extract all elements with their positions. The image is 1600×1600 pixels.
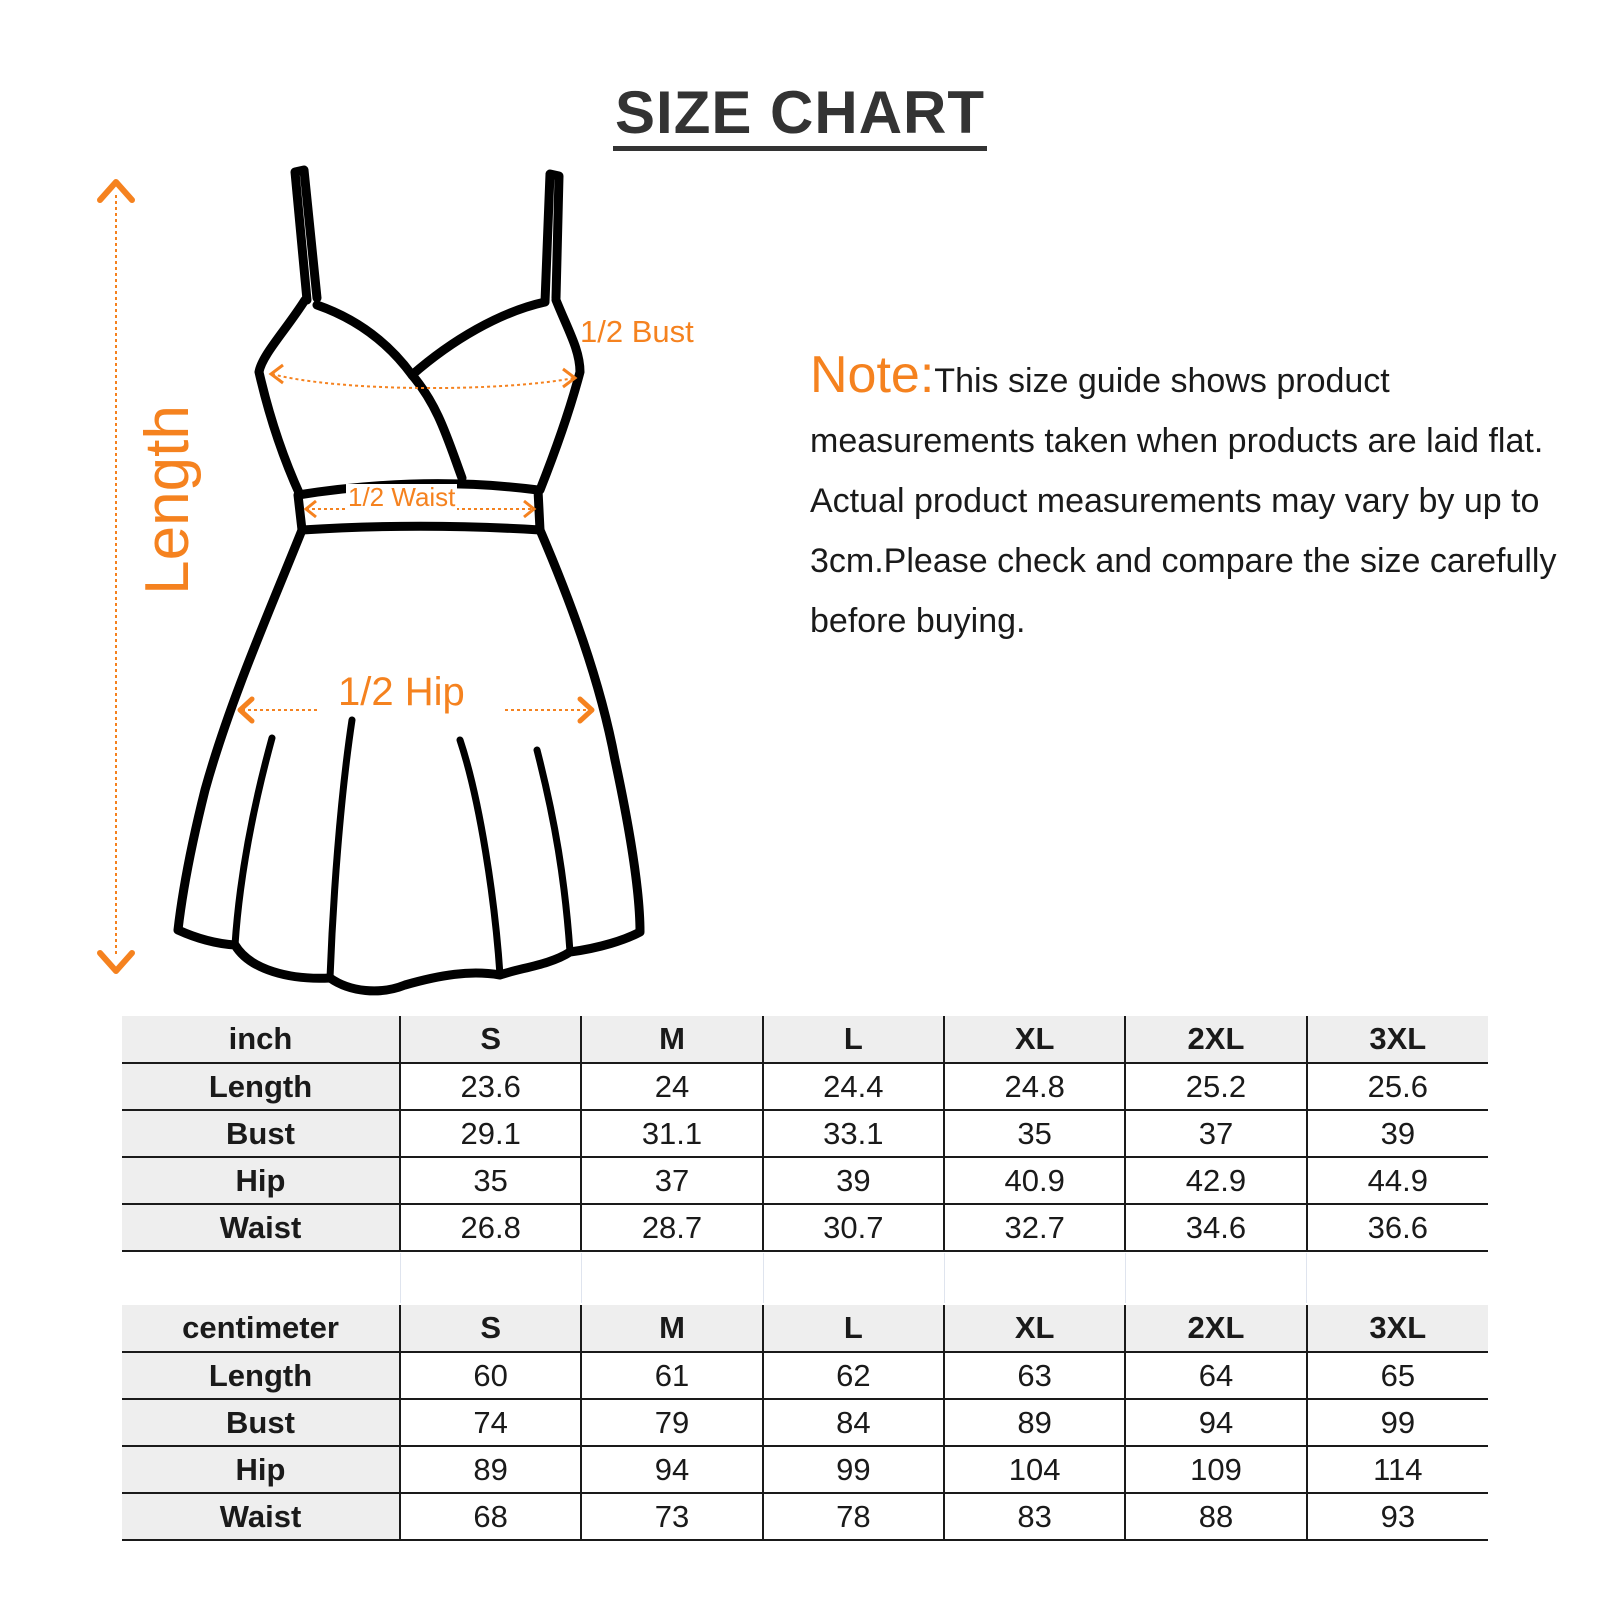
size-header: 2XL xyxy=(1125,1305,1306,1352)
waist-label: 1/2 Waist xyxy=(348,482,456,512)
table-cell: 37 xyxy=(581,1157,762,1204)
table-cell: 36.6 xyxy=(1307,1204,1488,1251)
table-cell: 37 xyxy=(1125,1110,1306,1157)
length-arrow xyxy=(100,182,132,971)
note-label: Note: xyxy=(810,346,935,404)
centimeter-size-table xyxy=(122,1305,1488,1541)
table-row xyxy=(122,1204,1488,1251)
table-cell: 34.6 xyxy=(1125,1204,1306,1251)
table-row xyxy=(122,1110,1488,1157)
table-cell: 24.4 xyxy=(763,1063,944,1110)
table-row xyxy=(122,1399,1488,1446)
length-label: Length xyxy=(133,405,202,595)
right-strap xyxy=(545,174,559,302)
table-cell: 99 xyxy=(1307,1399,1488,1446)
table-cell: 99 xyxy=(763,1446,944,1493)
row-label: Hip xyxy=(122,1157,400,1204)
table-cell: 26.8 xyxy=(400,1204,581,1251)
left-strap xyxy=(295,170,317,300)
table-cell: 109 xyxy=(1125,1446,1306,1493)
unit-header: inch xyxy=(122,1016,400,1063)
table-cell: 35 xyxy=(944,1110,1125,1157)
table-cell: 94 xyxy=(1125,1399,1306,1446)
row-label: Length xyxy=(122,1063,400,1110)
unit-header: centimeter xyxy=(122,1305,400,1352)
size-header: S xyxy=(400,1016,581,1063)
table-cell: 40.9 xyxy=(944,1157,1125,1204)
table-cell: 63 xyxy=(944,1352,1125,1399)
skirt-fold xyxy=(235,738,272,945)
table-cell: 78 xyxy=(763,1493,944,1540)
bodice-right-side xyxy=(540,300,580,490)
size-header: XL xyxy=(944,1305,1125,1352)
size-note xyxy=(810,345,1570,651)
table-cell: 44.9 xyxy=(1307,1157,1488,1204)
row-label: Waist xyxy=(122,1204,400,1251)
table-cell: 65 xyxy=(1307,1352,1488,1399)
table-cell: 42.9 xyxy=(1125,1157,1306,1204)
row-label: Length xyxy=(122,1352,400,1399)
table-cell: 73 xyxy=(581,1493,762,1540)
table-cell: 64 xyxy=(1125,1352,1306,1399)
bodice-right-cup xyxy=(412,302,545,375)
table-cell: 60 xyxy=(400,1352,581,1399)
table-cell: 33.1 xyxy=(763,1110,944,1157)
row-label: Waist xyxy=(122,1493,400,1540)
table-cell: 74 xyxy=(400,1399,581,1446)
table-cell: 79 xyxy=(581,1399,762,1446)
size-header: S xyxy=(400,1305,581,1352)
table-row xyxy=(122,1352,1488,1399)
table-header-row xyxy=(122,1305,1488,1352)
size-header: 3XL xyxy=(1307,1305,1488,1352)
size-header: L xyxy=(763,1305,944,1352)
hip-label: 1/2 Hip xyxy=(338,670,465,714)
row-label: Hip xyxy=(122,1446,400,1493)
table-cell: 104 xyxy=(944,1446,1125,1493)
table-cell: 24.8 xyxy=(944,1063,1125,1110)
table-cell: 83 xyxy=(944,1493,1125,1540)
bodice-left-side xyxy=(259,300,305,495)
table-cell: 39 xyxy=(1307,1110,1488,1157)
table-cell: 89 xyxy=(944,1399,1125,1446)
size-header: 2XL xyxy=(1125,1016,1306,1063)
skirt-fold xyxy=(460,740,500,975)
size-header: M xyxy=(581,1016,762,1063)
table-cell: 23.6 xyxy=(400,1063,581,1110)
row-label: Bust xyxy=(122,1110,400,1157)
size-header: 3XL xyxy=(1307,1016,1488,1063)
size-header: M xyxy=(581,1305,762,1352)
table-row xyxy=(122,1063,1488,1110)
note-text: This size guide shows product measurements taken when products are laid flat. Actual product measurements may vary by up to 3cm.Please check and compare the size carefully before buying. xyxy=(810,362,1557,640)
table-cell: 29.1 xyxy=(400,1110,581,1157)
table-cell: 84 xyxy=(763,1399,944,1446)
row-label: Bust xyxy=(122,1399,400,1446)
table-cell: 32.7 xyxy=(944,1204,1125,1251)
dress-diagram xyxy=(0,0,760,1000)
skirt-fold xyxy=(330,720,352,978)
table-row xyxy=(122,1446,1488,1493)
table-cell: 62 xyxy=(763,1352,944,1399)
size-header: XL xyxy=(944,1016,1125,1063)
inch-size-table xyxy=(122,1016,1488,1252)
table-cell: 35 xyxy=(400,1157,581,1204)
bust-label: 1/2 Bust xyxy=(580,314,694,349)
table-cell: 39 xyxy=(763,1157,944,1204)
table-cell: 94 xyxy=(581,1446,762,1493)
table-cell: 24 xyxy=(581,1063,762,1110)
table-cell: 93 xyxy=(1307,1493,1488,1540)
table-cell: 89 xyxy=(400,1446,581,1493)
table-cell: 61 xyxy=(581,1352,762,1399)
table-cell: 30.7 xyxy=(763,1204,944,1251)
table-cell: 88 xyxy=(1125,1493,1306,1540)
table-cell: 114 xyxy=(1307,1446,1488,1493)
size-header: L xyxy=(763,1016,944,1063)
skirt-fold xyxy=(537,750,570,952)
table-cell: 68 xyxy=(400,1493,581,1540)
table-cell: 31.1 xyxy=(581,1110,762,1157)
table-header-row xyxy=(122,1016,1488,1063)
bodice-left-cup xyxy=(317,305,462,478)
table-row xyxy=(122,1493,1488,1540)
size-chart-title: SIZE CHART xyxy=(613,82,987,151)
table-cell: 28.7 xyxy=(581,1204,762,1251)
table-cell: 25.6 xyxy=(1307,1063,1488,1110)
table-row xyxy=(122,1157,1488,1204)
table-spacer xyxy=(122,1253,1488,1303)
table-cell: 25.2 xyxy=(1125,1063,1306,1110)
